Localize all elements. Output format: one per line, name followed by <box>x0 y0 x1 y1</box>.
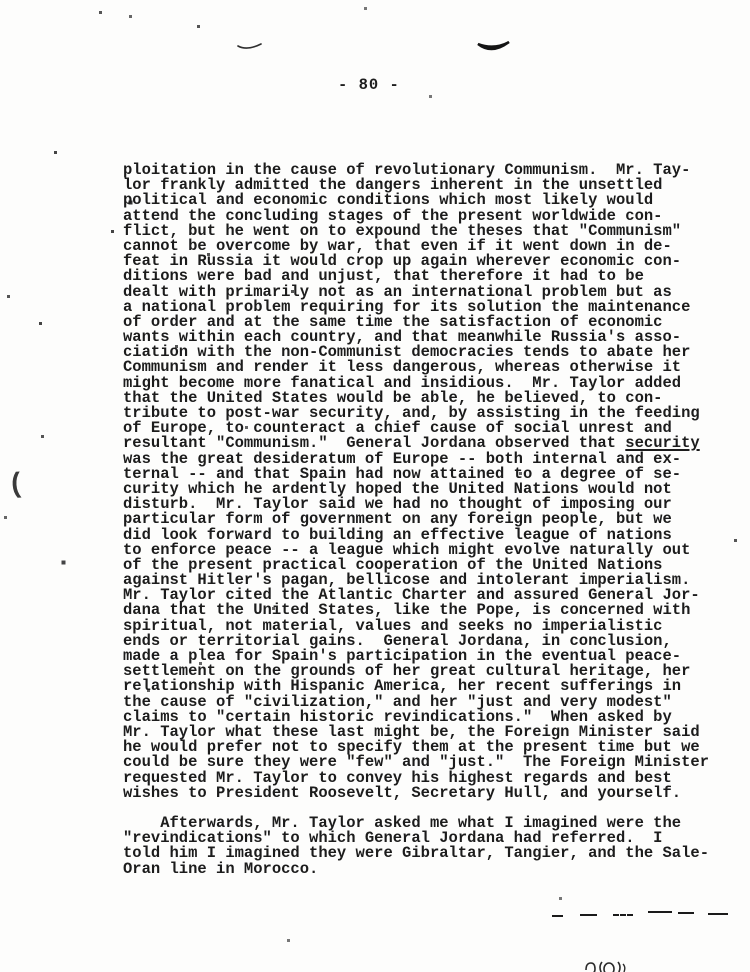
text-segment: told him I imagined they were Gibraltar, Tangier, and the Sale- <box>123 844 709 863</box>
text-segment: resultant "Communism." General Jordana observed that <box>123 434 626 453</box>
text-segment: ploitation in the cause of revolutionary Communism. Mr. Tay- <box>123 161 691 179</box>
text-segment: Communism and render it less dangerous, whereas otherwise it <box>123 358 682 377</box>
text-segment: curity which he ardently hoped the United Nations would not <box>123 479 672 498</box>
dash-mark <box>613 914 633 916</box>
text-segment: settlement on the grounds of her great cultural heritage, her <box>123 662 691 681</box>
text-segment: was the great desideratum of Europe -- both internal and ex- <box>123 449 682 468</box>
text-segment: cannot be overcome by war, that even if it went down in de- <box>123 236 672 255</box>
scan-curve-artifact-large <box>476 38 512 56</box>
paragraph-2 <box>123 816 723 877</box>
text-segment: Afterwards, Mr. Taylor asked me what I imagined were the <box>123 814 682 833</box>
page-number: - 80 - <box>338 76 400 94</box>
text-segment: "revindications" to which General Jordana had referred. I <box>123 829 663 848</box>
margin-paren-artifact: ( <box>6 469 26 502</box>
scan-noise-dots <box>0 0 1 1</box>
text-segment: the cause of "civilization," and her "just and very modest" <box>123 692 672 711</box>
underlined-word: security <box>625 434 700 453</box>
text-segment: dana that the United States, like the Pope, is concerned with <box>123 601 691 620</box>
dash-mark <box>552 915 563 917</box>
text-segment: political and economic conditions which most likely would <box>123 191 654 210</box>
text-segment: of order and at the same time the satisfaction of economic <box>123 312 663 331</box>
text-segment: dealt with primarily not as an international problem but as <box>123 282 672 301</box>
text-segment: lor frankly admitted the dangers inherent in the unsettled <box>123 176 663 195</box>
text-segment: particular form of government on any foreign people, but we <box>123 510 672 529</box>
text-segment: ends or territorial gains. General Jordana, in conclusion, <box>123 631 672 650</box>
text-segment: might become more fanatical and insidious. Mr. Taylor added <box>123 373 682 392</box>
text-segment: feat in Russia it would crop up again wherever economic con- <box>123 252 682 271</box>
text-segment: flict, but he went on to expound the theses that "Communism" <box>123 221 682 240</box>
text-segment: ternal -- and that Spain had now attained to a degree of se- <box>123 464 682 483</box>
text-segment: attend the concluding stages of the present worldwide con- <box>123 206 663 225</box>
dash-mark <box>708 913 728 915</box>
text-segment: disturb. Mr. Taylor said we had no thought of imposing our <box>123 495 672 514</box>
text-segment: to enforce peace -- a league which might evolve naturally out <box>123 540 691 559</box>
bottom-partial-stamp <box>582 958 630 972</box>
text-segment: wants within each country, and that meanwhile Russia's asso- <box>123 328 682 347</box>
text-segment: wishes to President Roosevelt, Secretary Hull, and yourself. <box>123 783 682 802</box>
text-segment: Mr. Taylor cited the Atlantic Charter and assured General Jor- <box>123 586 700 605</box>
text-segment: spiritual, not material, values and seeks no imperialistic <box>123 616 663 635</box>
dash-mark <box>580 914 597 916</box>
text-segment: Mr. Taylor what these last might be, the Foreign Minister said <box>123 722 700 741</box>
scan-curve-artifact-small <box>236 40 264 54</box>
text-segment: a national problem requiring for its solution the maintenance <box>123 297 691 316</box>
dash-mark <box>648 911 672 913</box>
dash-mark <box>678 912 694 914</box>
text-segment: that the United States would be able, he believed, to con- <box>123 388 663 407</box>
text-segment: of the present practical cooperation of the United Nations <box>123 555 663 574</box>
text-block <box>123 163 723 877</box>
text-segment: claims to "certain historic revindications." When asked by <box>123 707 672 726</box>
text-segment: of Europe, to counteract a chief cause of social unrest and <box>123 419 672 438</box>
text-segment: he would prefer not to specify them at the present time but we <box>123 738 700 757</box>
text-segment: ciation with the non-Communist democracies tends to abate her <box>123 343 691 362</box>
text-segment: did look forward to building an effective league of nations <box>123 525 672 544</box>
text-segment: could be sure they were "few" and "just." The Foreign Minister <box>123 753 709 772</box>
text-segment: against Hitler's pagan, bellicose and intolerant imperialism. <box>123 571 691 590</box>
text-segment: relationship with Hispanic America, her recent sufferings in <box>123 677 682 696</box>
paragraph-1 <box>123 163 723 801</box>
text-segment: Oran line in Morocco. <box>123 859 319 878</box>
text-segment: ditions were bad and unjust, that therefore it had to be <box>123 267 644 286</box>
text-line <box>123 859 723 878</box>
text-line <box>123 783 723 802</box>
text-segment: made a plea for Spain's participation in the eventual peace- <box>123 647 682 665</box>
text-segment: requested Mr. Taylor to convey his highest regards and best <box>123 768 672 787</box>
text-segment: tribute to post-war security, and, by assisting in the feeding <box>123 404 700 422</box>
